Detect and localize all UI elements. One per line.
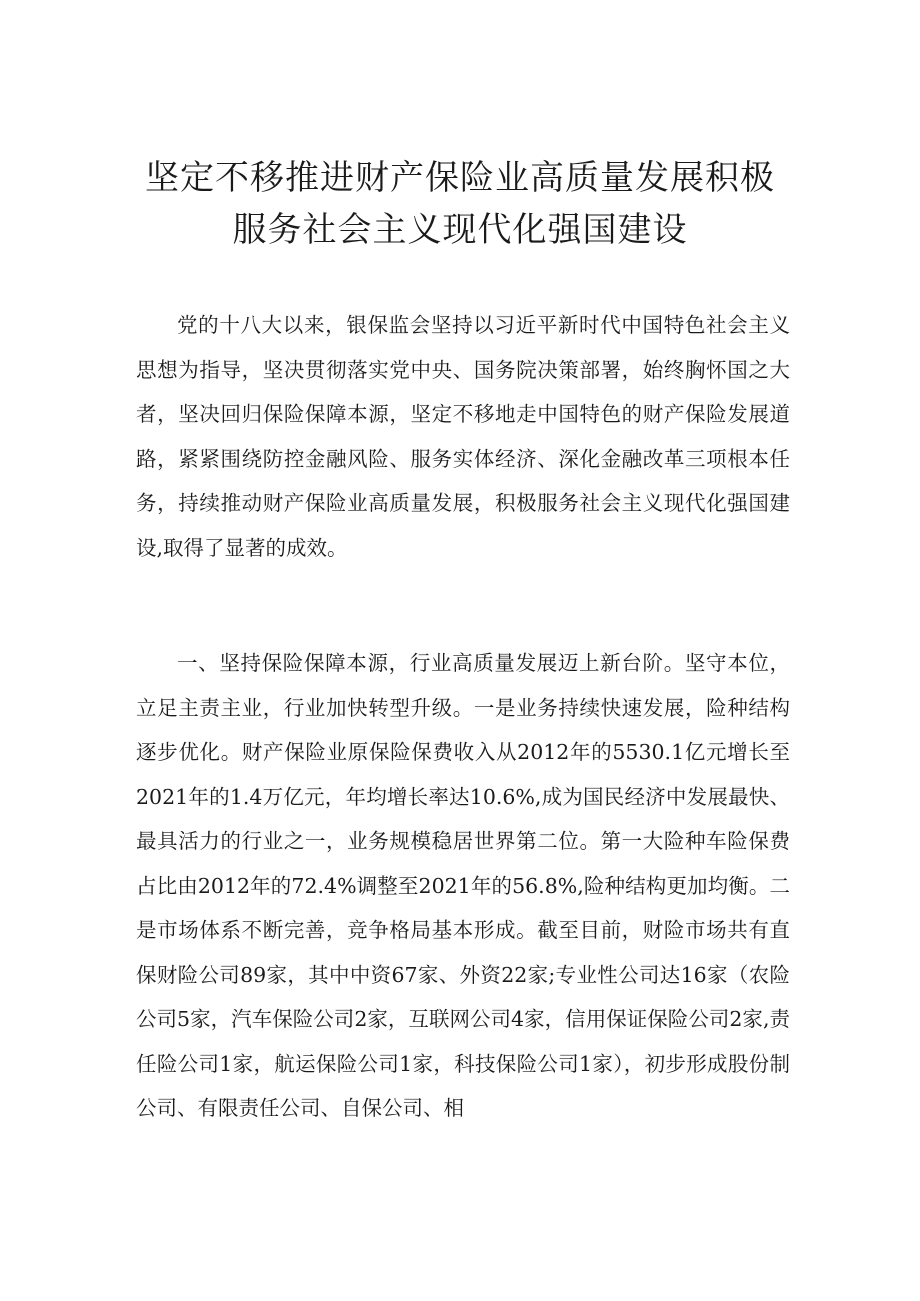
title-line-2: 服务社会主义现代化强国建设 [232, 210, 688, 250]
document-title [120, 152, 800, 256]
intro-paragraph: 党的十八大以来，银保监会坚持以习近平新时代中国特色社会主义思想为指导，坚决贯彻落实党中央、国务院决策部署，始终胸怀国之大者，坚决回归保险保障本源，坚定不移地走中国特色的财产保险发展道路，紧紧围绕防控金融风险、服务实体经济、深化金融改革三项根本任务，持续推动财产保险业高质量发展，积极服务社会主义现代化强国建设,取得了显著的成效。 [136, 313, 790, 560]
title-line-1: 坚定不移推进财产保险业高质量发展积极 [145, 158, 775, 198]
section-one-paragraph: 一、坚持保险保障本源，行业高质量发展迈上新台阶。坚守本位，立足主责主业，行业加快转型升级。一是业务持续快速发展，险种结构逐步优化。财产保险业原保险保费收入从2012年的5530.1亿元增长至2021年的1.4万亿元，年均增长率达10.6%,成为国民经济中发展最快、最具活力的行业之一，业务规模稳居世界第二位。第一大险种车险保费占比由2012年的72.4%调整至2021年的56.8%,险种结构更加均衡。二是市场体系不断完善，竞争格局基本形成。截至目前，财险市场共有直保财险公司89家，其中中资67家、外资22家;专业性公司达16家（农险公司5家，汽车保险公司2家，互联网公司4家，信用保证保险公司2家,责任险公司1家，航运保险公司1家，科技保险公司1家），初步形成股份制公司、有限责任公司、自保公司、相 [136, 651, 790, 1120]
